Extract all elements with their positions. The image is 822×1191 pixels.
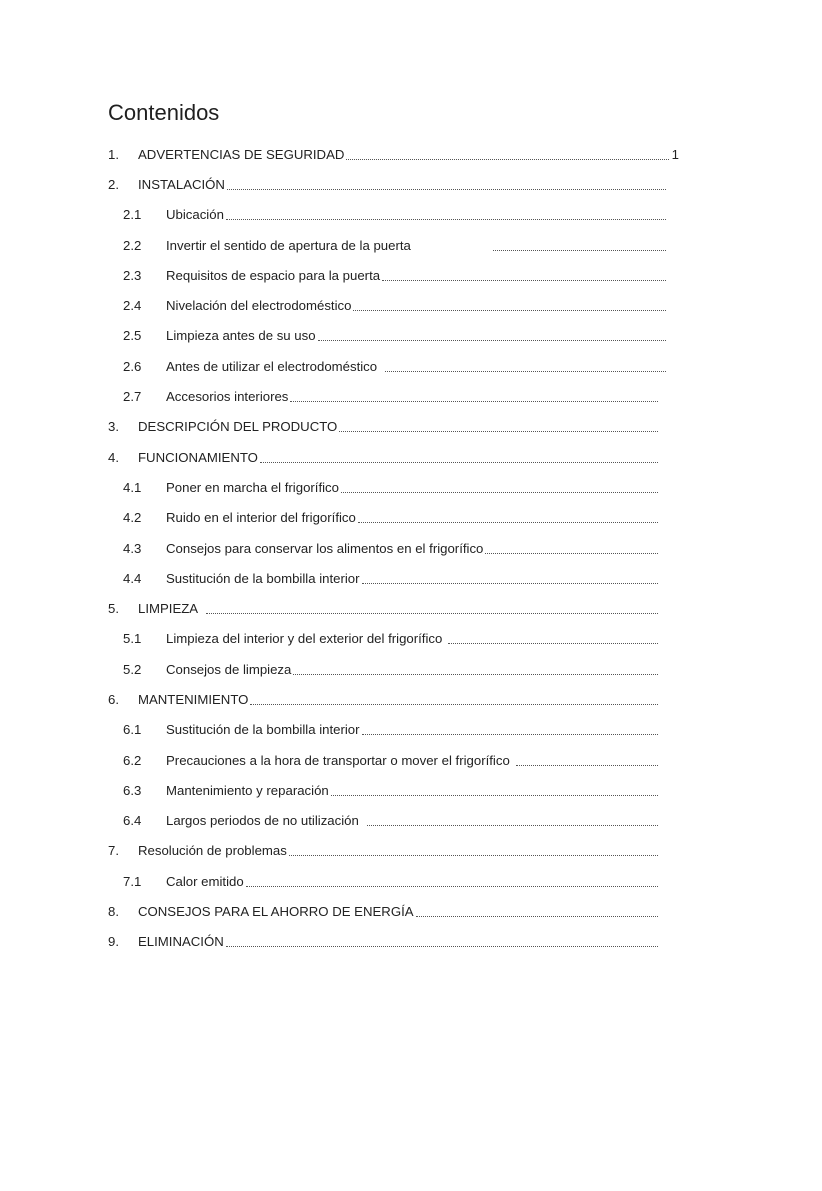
toc-entry-title: Calor emitido (166, 873, 244, 889)
toc-dot-leader (346, 158, 668, 160)
toc-dot-leader (289, 854, 658, 856)
toc-entry-title: MANTENIMIENTO (138, 691, 249, 707)
toc-dot-leader (226, 218, 666, 220)
toc-entry[interactable] (108, 836, 661, 866)
toc-entry-number: 7.1 (123, 873, 142, 889)
toc-entry-number: 3. (108, 419, 119, 435)
toc-entry-number: 4.4 (123, 570, 142, 586)
toc-entry-title: Ubicación (166, 207, 224, 223)
toc-entry-number: 8. (108, 904, 119, 920)
toc-entry-title: Resolución de problemas (138, 843, 287, 859)
toc-entry-title: Largos periodos de no utilización (166, 813, 359, 829)
toc-entry-title: DESCRIPCIÓN DEL PRODUCTO (138, 419, 338, 435)
toc-entry-number: 7. (108, 843, 119, 859)
toc-entry-number: 2.2 (123, 237, 142, 253)
toc-dot-leader (382, 279, 666, 281)
toc-entry[interactable] (108, 533, 661, 563)
toc-dot-leader (260, 461, 658, 463)
toc-dot-leader (246, 885, 658, 887)
toc-dot-leader (362, 582, 658, 584)
toc-dot-leader (353, 309, 666, 311)
toc-entry-title: Requisitos de espacio para la puerta (166, 267, 381, 283)
toc-entry-number: 2. (108, 176, 119, 192)
toc-entry-title: Poner en marcha el frigorífico (166, 479, 339, 495)
toc-dot-leader (358, 521, 658, 523)
toc-entry-number: 2.3 (123, 267, 142, 283)
toc-entry-title: Nivelación del electrodoméstico (166, 298, 352, 314)
toc-entry-number: 9. (108, 934, 119, 950)
toc-entry-title: LIMPIEZA (138, 601, 199, 617)
toc-entry-number: 6. (108, 691, 119, 707)
toc-entry-title: Consejos de limpieza (166, 661, 292, 677)
toc-entry[interactable] (108, 927, 661, 957)
toc-entry-title: CONSEJOS PARA EL AHORRO DE ENERGÍA (138, 904, 414, 920)
toc-entry-title: ELIMINACIÓN (138, 934, 224, 950)
toc-entry[interactable] (108, 260, 669, 290)
toc-entry-title: Sustitución de la bombilla interior (166, 722, 360, 738)
toc-entry[interactable] (108, 866, 661, 896)
toc-dot-leader (493, 249, 666, 251)
toc-entry-title: Antes de utilizar el electrodoméstico (166, 358, 378, 374)
page-title: Contenidos (108, 100, 220, 125)
toc-entry-number: 4.2 (123, 510, 142, 526)
toc-dot-leader (293, 673, 658, 675)
toc-entry[interactable] (108, 896, 661, 926)
toc-entry-number: 6.1 (123, 722, 142, 738)
toc-entry[interactable] (108, 472, 661, 502)
toc-entry-number: 1. (108, 146, 119, 162)
toc-dot-leader (331, 794, 658, 796)
toc-entry-title: Sustitución de la bombilla interior (166, 570, 360, 586)
toc-entry-title: INSTALACIÓN (138, 176, 225, 192)
toc-entry[interactable] (108, 563, 661, 593)
toc-dot-leader (250, 703, 658, 705)
toc-entry-number: 5. (108, 601, 119, 617)
toc-entry-number: 2.6 (123, 358, 142, 374)
toc-entry-page: 1 (671, 146, 679, 162)
toc-dot-leader (362, 733, 658, 735)
toc-dot-leader (318, 339, 666, 341)
toc-entry-title: Consejos para conservar los alimentos en el frigorífico (166, 540, 484, 556)
toc-entry-number: 6.3 (123, 782, 142, 798)
toc-entry[interactable] (108, 503, 661, 533)
toc-entry-number: 5.1 (123, 631, 142, 647)
toc-dot-leader (227, 188, 666, 190)
toc-entry[interactable] (108, 139, 679, 169)
toc-entry-title: Precauciones a la hora de transportar o mover el frigorífico (166, 752, 510, 768)
toc-dot-leader (341, 491, 658, 493)
toc-entry-number: 6.4 (123, 813, 142, 829)
toc-entry[interactable] (108, 351, 669, 381)
toc-entry-number: 4.1 (123, 479, 142, 495)
toc-entry-number: 6.2 (123, 752, 142, 768)
toc-entry-title: Ruido en el interior del frigorífico (166, 510, 356, 526)
toc-entry[interactable] (108, 654, 661, 684)
toc-entry[interactable] (108, 381, 661, 411)
toc-entry-title: Accesorios interiores (166, 389, 289, 405)
toc-entry[interactable] (108, 200, 669, 230)
toc-entry-number: 4. (108, 449, 119, 465)
toc-entry-title: FUNCIONAMIENTO (138, 449, 258, 465)
toc-dot-leader (416, 915, 658, 917)
toc-dot-leader (516, 764, 658, 766)
toc-dot-leader (367, 824, 658, 826)
toc-entry-number: 2.5 (123, 328, 142, 344)
toc-entry[interactable] (108, 745, 661, 775)
toc-entry[interactable] (108, 593, 661, 623)
toc-dot-leader (226, 945, 658, 947)
toc-entry[interactable] (108, 775, 661, 805)
toc-entry[interactable] (108, 412, 661, 442)
table-of-contents (108, 139, 708, 957)
toc-dot-leader (448, 642, 658, 644)
toc-dot-leader (485, 552, 658, 554)
toc-entry-number: 2.4 (123, 298, 142, 314)
toc-entry-title: Invertir el sentido de apertura de la puerta (166, 237, 411, 253)
toc-entry-title: Mantenimiento y reparación (166, 782, 329, 798)
toc-entry[interactable] (108, 169, 669, 199)
toc-entry[interactable] (108, 624, 661, 654)
toc-entry-number: 4.3 (123, 540, 142, 556)
toc-dot-leader (385, 370, 666, 372)
toc-entry-title: Limpieza antes de su uso (166, 328, 316, 344)
toc-entry-title: Limpieza del interior y del exterior del frigorífico (166, 631, 443, 647)
toc-dot-leader (339, 430, 658, 432)
toc-entry[interactable] (108, 442, 661, 472)
toc-entry-title: ADVERTENCIAS DE SEGURIDAD (138, 146, 345, 162)
toc-dot-leader (206, 612, 658, 614)
toc-entry[interactable] (108, 806, 661, 836)
toc-entry[interactable] (108, 230, 669, 260)
toc-entry[interactable] (108, 684, 661, 714)
toc-entry[interactable] (108, 290, 669, 320)
toc-dot-leader (290, 400, 658, 402)
toc-entry[interactable] (108, 321, 669, 351)
toc-entry-number: 5.2 (123, 661, 142, 677)
toc-entry-number: 2.1 (123, 207, 142, 223)
toc-entry[interactable] (108, 715, 661, 745)
toc-entry-number: 2.7 (123, 389, 142, 405)
